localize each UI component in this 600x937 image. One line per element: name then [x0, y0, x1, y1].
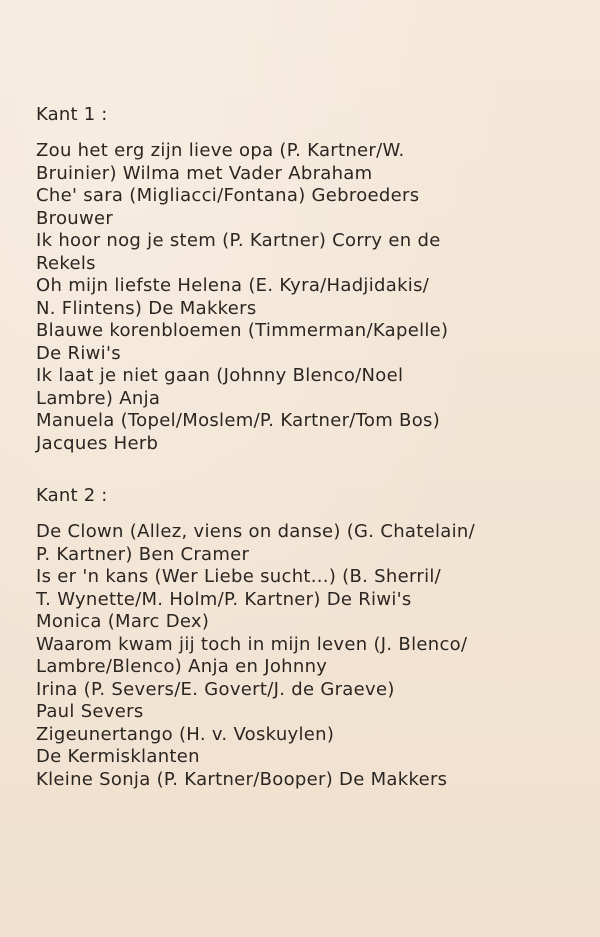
track-item [36, 769, 586, 792]
track-credits: N. Flintens) De Makkers [36, 297, 257, 319]
side-1-title: Kant 1 : [36, 104, 108, 125]
side-1-tracklist [36, 104, 586, 455]
track-credits: Jacques Herb [36, 432, 159, 454]
track-title: Ik laat je niet gaan (Johnny Blenco/Noel [36, 365, 404, 386]
track-item [36, 611, 586, 634]
side-2-tracklist [36, 485, 586, 791]
track-item [36, 410, 586, 455]
track-title: De Clown (Allez, viens on danse) (G. Chatelain/ [36, 521, 475, 542]
track-title: Irina (P. Severs/E. Govert/J. de Graeve) [36, 678, 395, 700]
track-credits: Lambre/Blenco) Anja en Johnny [36, 656, 328, 677]
track-title: Zigeunertango (H. v. Voskuylen) [36, 723, 335, 745]
track-title: Waarom kwam jij toch in mijn leven (J. Blenco/ [36, 633, 468, 655]
track-item [36, 320, 586, 365]
track-title: Kleine Sonja (P. Kartner/Booper) De Makkers [36, 768, 448, 790]
track-item [36, 566, 586, 611]
track-title: Oh mijn liefste Helena (E. Kyra/Hadjidakis/ [36, 275, 430, 296]
track-credits: Bruinier) Wilma met Vader Abraham [36, 162, 373, 184]
track-title: Blauwe korenbloemen (Timmerman/Kapelle) [36, 320, 449, 341]
track-title: Is er 'n kans (Wer Liebe sucht...) (B. Sherril/ [36, 566, 442, 587]
track-title: Ik hoor nog je stem (P. Kartner) Corry en de [36, 230, 441, 251]
track-item [36, 230, 586, 275]
track-item [36, 365, 586, 410]
track-item [36, 634, 586, 679]
track-item [36, 679, 586, 724]
track-item [36, 275, 586, 320]
track-title: Zou het erg zijn lieve opa (P. Kartner/W. [36, 140, 405, 161]
side-2-title: Kant 2 : [36, 485, 108, 506]
track-title: Che' sara (Migliacci/Fontana) Gebroeders [36, 185, 420, 206]
track-credits: De Kermisklanten [36, 746, 200, 767]
track-credits: Lambre) Anja [36, 387, 161, 409]
track-item [36, 521, 586, 566]
track-title: Monica (Marc Dex) [36, 611, 210, 632]
track-title: Manuela (Topel/Moslem/P. Kartner/Tom Bos) [36, 410, 441, 431]
track-credits: Brouwer [36, 207, 114, 229]
track-item [36, 185, 586, 230]
track-item [36, 140, 586, 185]
track-item [36, 724, 586, 769]
track-credits: Rekels [36, 252, 96, 274]
track-credits: T. Wynette/M. Holm/P. Kartner) De Riwi's [36, 588, 412, 610]
track-credits: Paul Severs [36, 701, 144, 722]
track-credits: De Riwi's [36, 342, 121, 364]
track-credits: P. Kartner) Ben Cramer [36, 543, 250, 565]
